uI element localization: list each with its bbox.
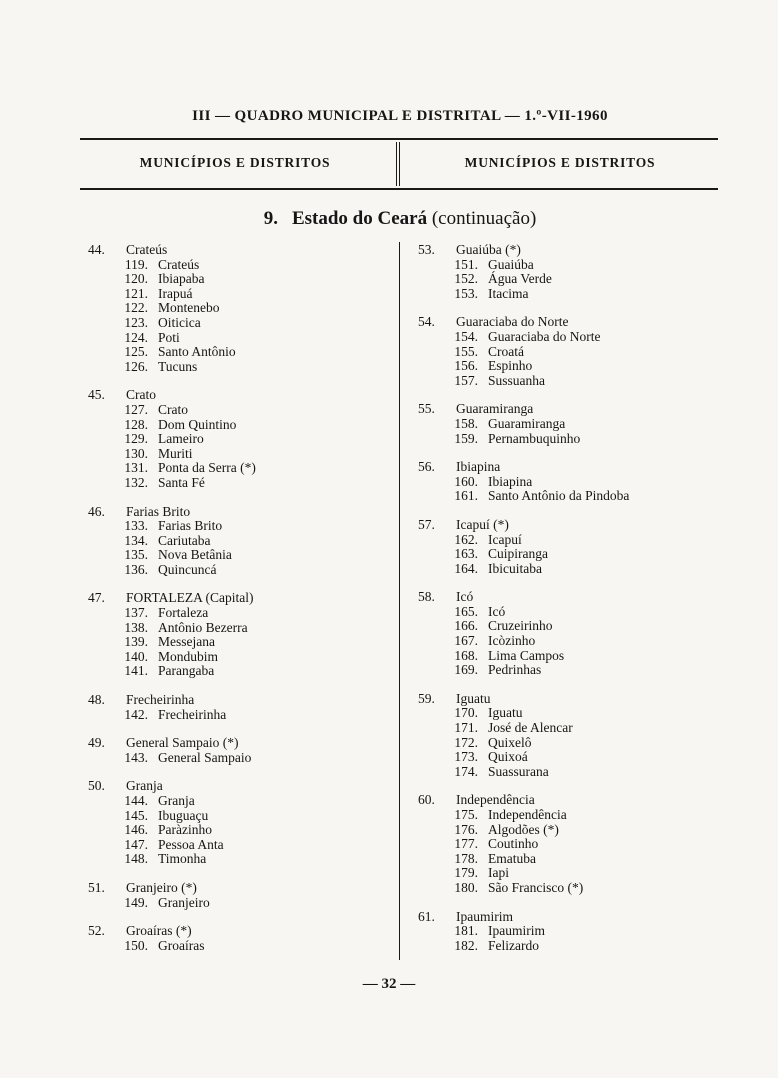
district-number: 143. [124, 749, 148, 765]
district-name: Nova Betânia [158, 547, 232, 563]
district-name: Ipaumirim [488, 923, 545, 939]
municipality-name: Ipaumirim [456, 908, 513, 924]
district-row [88, 360, 398, 375]
district-number: 175. [454, 807, 478, 822]
municipality-entry [88, 693, 398, 722]
district-number: 125. [124, 344, 148, 360]
district-number: 158. [454, 415, 478, 431]
district-number: 142. [124, 706, 148, 722]
district-row [88, 664, 398, 679]
district-number: 177. [454, 836, 478, 852]
district-name: Independência [488, 807, 567, 822]
district-row [418, 721, 728, 736]
district-number: 160. [454, 473, 478, 489]
district-number: 173. [454, 749, 478, 765]
municipality-heading [418, 402, 728, 417]
district-row [88, 809, 398, 824]
municipality-heading [418, 243, 728, 258]
municipality-heading [88, 881, 398, 896]
district-number: 133. [124, 518, 148, 534]
district-row [88, 345, 398, 360]
district-row [88, 258, 398, 273]
district-row [418, 866, 728, 881]
district-number: 140. [124, 648, 148, 664]
district-name: Iguatu [488, 705, 523, 721]
municipality-number: 51. [88, 879, 105, 895]
district-row [418, 345, 728, 360]
district-number: 181. [454, 923, 478, 939]
district-name: São Francisco (*) [488, 879, 584, 895]
municipality-entry [418, 910, 728, 954]
district-row [88, 708, 398, 723]
district-row [88, 548, 398, 563]
municipality-number: 44. [88, 242, 105, 257]
district-number: 151. [454, 256, 478, 272]
district-row [418, 547, 728, 562]
district-name: Ibicuitaba [488, 560, 542, 576]
municipality-heading [88, 505, 398, 520]
district-number: 134. [124, 532, 148, 548]
district-number: 136. [124, 561, 148, 577]
municipality-heading [88, 591, 398, 606]
district-name: Farias Brito [158, 518, 223, 534]
district-number: 153. [454, 285, 478, 301]
header-rule-top [80, 138, 718, 140]
district-number: 119. [124, 256, 148, 272]
district-name: Icòzinho [488, 633, 536, 649]
district-name: Ibiapaba [158, 271, 205, 287]
district-row [88, 301, 398, 316]
district-name: Felizardo [488, 937, 539, 953]
district-name: Algodões (*) [488, 821, 559, 837]
district-row [88, 823, 398, 838]
district-row [88, 272, 398, 287]
district-number: 135. [124, 547, 148, 563]
municipality-name: Guaraciaba do Norte [456, 314, 569, 330]
district-row [88, 896, 398, 911]
district-number: 127. [124, 401, 148, 417]
municipality-name: FORTALEZA (Capital) [126, 590, 254, 606]
district-row [418, 562, 728, 577]
district-name: Santo Antônio [158, 344, 236, 360]
municipality-number: 49. [88, 735, 105, 751]
district-name: Cruzeirinho [488, 618, 553, 634]
municipality-entry [418, 402, 728, 446]
district-name: Frecheirinha [158, 706, 227, 722]
district-name: Cuipiranga [488, 546, 548, 562]
header-column-divider [396, 142, 400, 186]
district-row [88, 519, 398, 534]
municipality-number: 58. [418, 589, 435, 605]
district-row [418, 272, 728, 287]
district-row [418, 619, 728, 634]
municipality-name: Guaramiranga [456, 401, 534, 417]
district-number: 171. [454, 720, 478, 736]
district-number: 149. [124, 894, 148, 910]
district-name: Croatá [488, 343, 524, 359]
municipality-entry [418, 692, 728, 780]
district-name: Irapuá [158, 285, 193, 301]
district-number: 122. [124, 300, 148, 316]
district-name: Lameiro [158, 431, 204, 447]
district-number: 155. [454, 343, 478, 359]
column-heading-left: MUNICÍPIOS E DISTRITOS [139, 155, 331, 170]
section-number: 9. [263, 208, 278, 229]
district-name: Espinho [488, 358, 533, 374]
municipality-name: Icó [456, 589, 474, 605]
district-row [418, 852, 728, 867]
municipality-entry [418, 793, 728, 895]
district-name: Icó [488, 603, 506, 619]
district-name: Poti [158, 329, 180, 345]
section-title [80, 208, 720, 230]
municipality-heading [418, 590, 728, 605]
district-name: Suassurana [488, 763, 549, 779]
district-number: 157. [454, 372, 478, 388]
district-row [418, 533, 728, 548]
district-row [88, 621, 398, 636]
municipality-name: Crateús [126, 242, 168, 257]
district-name: Dom Quintino [158, 416, 237, 432]
district-row [418, 649, 728, 664]
district-number: 161. [454, 488, 478, 504]
municipality-heading [88, 693, 398, 708]
district-row [88, 751, 398, 766]
district-row [418, 881, 728, 896]
municipality-heading [88, 388, 398, 403]
district-row [88, 794, 398, 809]
municipality-heading [88, 779, 398, 794]
municipality-entry [418, 518, 728, 576]
district-row [88, 563, 398, 578]
district-number: 123. [124, 314, 148, 330]
left-column [88, 243, 398, 967]
district-name: Ibiapina [488, 473, 533, 489]
municipality-name: Granjeiro (*) [126, 879, 197, 895]
district-name: Timonha [158, 851, 207, 867]
header-rule-bottom [80, 188, 718, 190]
district-name: Quixelô [488, 734, 532, 750]
municipality-entry [88, 736, 398, 765]
column-heading-right: MUNICÍPIOS E DISTRITOS [464, 155, 656, 170]
municipality-name: Guaiúba (*) [456, 242, 521, 257]
page-number: — 32 — [362, 976, 416, 992]
district-number: 162. [454, 531, 478, 547]
municipality-name: Independência [456, 792, 535, 808]
district-number: 150. [124, 937, 148, 953]
municipality-name: Groaíras (*) [126, 923, 192, 939]
district-name: Crateús [158, 256, 200, 272]
district-number: 174. [454, 763, 478, 779]
municipality-entry [418, 590, 728, 678]
district-name: Crato [158, 401, 188, 417]
section-continuation: (continuação) [431, 208, 537, 229]
district-name: Fortaleza [158, 605, 209, 621]
district-row [88, 447, 398, 462]
district-row [418, 330, 728, 345]
district-number: 167. [454, 633, 478, 649]
district-number: 131. [124, 460, 148, 476]
district-number: 154. [454, 328, 478, 344]
municipality-number: 56. [418, 459, 435, 475]
district-row [418, 765, 728, 780]
municipality-number: 47. [88, 590, 105, 606]
district-name: Santa Fé [158, 474, 205, 490]
district-row [418, 924, 728, 939]
district-row [88, 476, 398, 491]
district-number: 126. [124, 358, 148, 374]
district-name: Quixoá [488, 749, 528, 765]
district-number: 144. [124, 793, 148, 808]
municipality-entry [418, 460, 728, 504]
district-name: Guaraciaba do Norte [488, 328, 601, 344]
district-row [418, 663, 728, 678]
municipality-number: 60. [418, 792, 435, 808]
district-name: Quincuncá [158, 561, 217, 577]
municipality-entry [88, 591, 398, 679]
district-number: 132. [124, 474, 148, 490]
district-number: 152. [454, 271, 478, 287]
district-row [418, 750, 728, 765]
district-name: Antônio Bezerra [158, 619, 248, 635]
district-row [88, 461, 398, 476]
municipality-number: 59. [418, 690, 435, 706]
district-row [418, 258, 728, 273]
district-row [418, 706, 728, 721]
district-name: Granjeiro [158, 894, 210, 910]
municipality-entry [88, 243, 398, 374]
district-name: Sussuanha [488, 372, 545, 388]
district-row [418, 837, 728, 852]
page-header: III — QUADRO MUNICIPAL E DISTRITAL — 1.º-VII-1960 [192, 108, 608, 124]
district-number: 159. [454, 430, 478, 446]
municipality-heading [418, 793, 728, 808]
district-row [88, 287, 398, 302]
district-row [88, 838, 398, 853]
municipality-heading [418, 692, 728, 707]
district-row [418, 287, 728, 302]
district-row [418, 417, 728, 432]
district-name: Água Verde [488, 271, 552, 287]
municipality-heading [88, 243, 398, 258]
district-name: Guaramiranga [488, 415, 566, 431]
district-name: Parangaba [158, 663, 215, 679]
district-number: 137. [124, 605, 148, 621]
district-name: General Sampaio [158, 749, 252, 765]
municipality-name: Iguatu [456, 690, 491, 706]
municipality-heading [418, 910, 728, 925]
right-column [418, 243, 728, 967]
district-row [418, 489, 728, 504]
municipality-number: 52. [88, 923, 105, 939]
district-row [418, 634, 728, 649]
district-name: Tucuns [158, 358, 198, 374]
municipality-name: Farias Brito [126, 503, 191, 519]
municipality-entry [88, 388, 398, 490]
municipality-heading [88, 736, 398, 751]
district-row [88, 403, 398, 418]
district-row [418, 374, 728, 389]
district-name: Paràzinho [158, 822, 212, 838]
municipality-heading [418, 518, 728, 533]
district-row [418, 823, 728, 838]
column-divider [399, 242, 400, 960]
district-number: 147. [124, 836, 148, 852]
municipality-entry [418, 243, 728, 301]
district-number: 169. [454, 662, 478, 678]
district-name: Guaiúba [488, 256, 534, 272]
district-row [88, 534, 398, 549]
municipality-entry [88, 779, 398, 867]
district-row [88, 852, 398, 867]
district-name: Pessoa Anta [158, 836, 224, 852]
municipality-name: General Sampaio (*) [126, 735, 239, 751]
district-name: Montenebo [158, 300, 220, 316]
municipality-number: 50. [88, 778, 105, 794]
district-name: Ematuba [488, 850, 536, 866]
district-name: Lima Campos [488, 647, 565, 663]
district-number: 180. [454, 879, 478, 895]
district-number: 156. [454, 358, 478, 374]
district-row [418, 939, 728, 954]
district-number: 145. [124, 807, 148, 823]
section-state-name: Estado do Ceará [291, 208, 428, 229]
municipality-number: 61. [418, 908, 435, 924]
district-row [88, 432, 398, 447]
municipality-heading [418, 315, 728, 330]
district-name: Coutinho [488, 836, 539, 852]
district-row [88, 418, 398, 433]
municipality-entry [88, 924, 398, 953]
district-name: Ponta da Serra (*) [158, 460, 256, 476]
municipality-name: Icapuí (*) [456, 516, 509, 532]
district-name: Itacima [488, 285, 529, 301]
municipality-number: 46. [88, 503, 105, 519]
district-number: 128. [124, 416, 148, 432]
district-name: Ibuguaçu [158, 807, 209, 823]
municipality-entry [88, 505, 398, 578]
district-number: 178. [454, 850, 478, 866]
district-number: 172. [454, 734, 478, 750]
district-row [418, 432, 728, 447]
district-row [88, 939, 398, 954]
district-number: 130. [124, 445, 148, 461]
district-name: Oiticica [158, 314, 201, 330]
district-name: Mondubim [158, 648, 219, 664]
district-name: Muriti [158, 445, 193, 461]
municipality-name: Frecheirinha [126, 692, 195, 708]
district-name: Messejana [158, 634, 215, 650]
district-number: 121. [124, 285, 148, 301]
municipality-heading [88, 924, 398, 939]
district-number: 120. [124, 271, 148, 287]
district-number: 139. [124, 634, 148, 650]
district-name: José de Alencar [488, 720, 573, 736]
district-name: Iapi [488, 865, 509, 881]
district-name: Pedrinhas [488, 662, 542, 678]
district-row [418, 359, 728, 374]
municipality-name: Crato [126, 387, 156, 403]
district-name: Granja [158, 793, 195, 808]
district-name: Icapuí [488, 531, 522, 547]
district-row [418, 736, 728, 751]
district-row [418, 605, 728, 620]
district-row [418, 475, 728, 490]
district-number: 129. [124, 431, 148, 447]
municipality-entry [418, 315, 728, 388]
district-number: 146. [124, 822, 148, 838]
district-row [88, 635, 398, 650]
district-name: Groaíras [158, 937, 205, 953]
district-number: 170. [454, 705, 478, 721]
district-number: 138. [124, 619, 148, 635]
district-number: 176. [454, 821, 478, 837]
district-row [88, 650, 398, 665]
municipality-name: Granja [126, 778, 163, 794]
district-name: Pernambuquinho [488, 430, 581, 446]
municipality-number: 48. [88, 692, 105, 708]
district-number: 141. [124, 663, 148, 679]
district-number: 166. [454, 618, 478, 634]
district-number: 164. [454, 560, 478, 576]
municipality-entry [88, 881, 398, 910]
district-name: Cariutaba [158, 532, 211, 548]
district-number: 182. [454, 937, 478, 953]
district-number: 148. [124, 851, 148, 867]
district-row [418, 808, 728, 823]
municipality-number: 54. [418, 314, 435, 330]
municipality-number: 45. [88, 387, 105, 403]
district-row [88, 331, 398, 346]
district-number: 179. [454, 865, 478, 881]
municipality-number: 55. [418, 401, 435, 417]
district-row [88, 316, 398, 331]
municipality-name: Ibiapina [456, 459, 501, 475]
municipality-number: 53. [418, 242, 435, 257]
district-number: 165. [454, 603, 478, 619]
district-number: 124. [124, 329, 148, 345]
district-number: 168. [454, 647, 478, 663]
district-name: Santo Antônio da Pindoba [488, 488, 630, 504]
district-number: 163. [454, 546, 478, 562]
district-row [88, 606, 398, 621]
municipality-heading [418, 460, 728, 475]
municipality-number: 57. [418, 516, 435, 532]
